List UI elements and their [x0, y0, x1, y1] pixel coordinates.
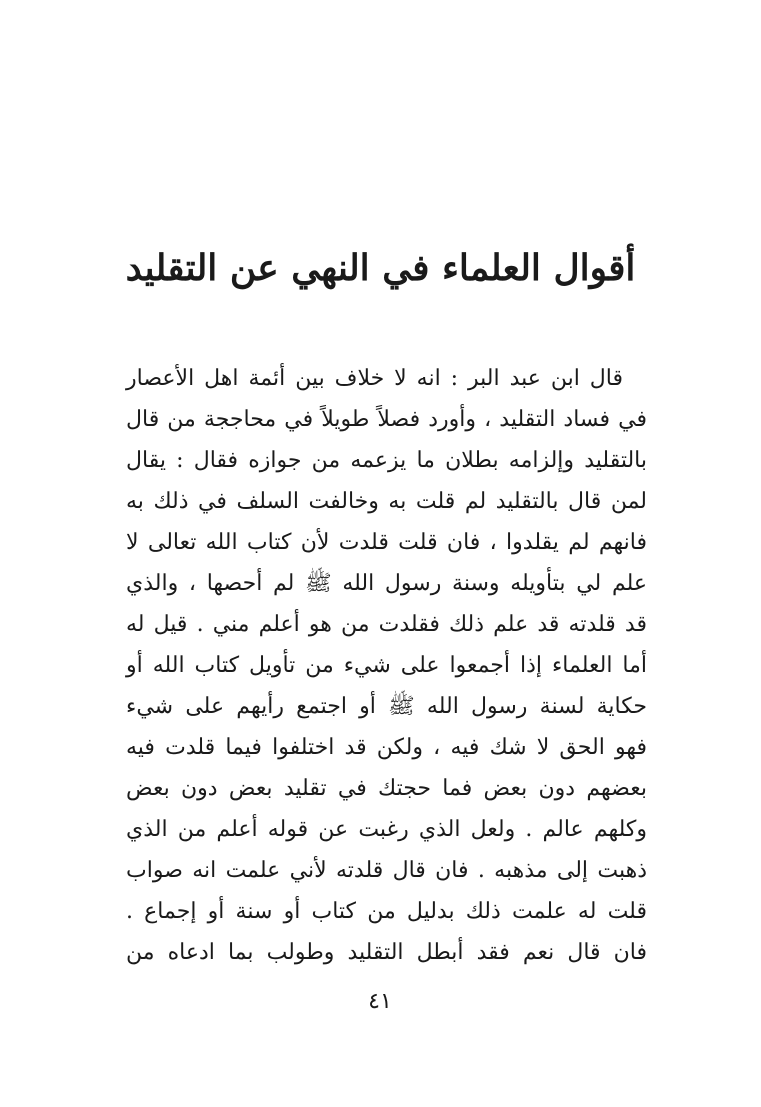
text-line: فان قال نعم فقد أبطل التقليد وطولب بما ادعاه من [126, 940, 647, 965]
text-line: لمن قال بالتقليد لم قلت به وخالفت السلف في ذلك به [126, 489, 647, 514]
text-line: قد قلدته قد علم ذلك فقلدت من هو أعلم مني . قيل له [126, 612, 647, 637]
text-line: ذهبت إلى مذهبه . فان قال قلدته لأني علمت انه صواب [126, 858, 647, 883]
text-line: وكلهم عالم . ولعل الذي رغبت عن قوله أعلم من الذي [126, 817, 647, 842]
text-line: قال ابن عبد البر : انه لا خلاف بين أئمة اهل الأعصار [126, 366, 623, 391]
text-line: علم لي بتأويله وسنة رسول الله ﷺ لم أحصها ، والذي [126, 571, 647, 596]
text-line: فانهم لم يقلدوا ، فان قلت قلدت لأن كتاب الله تعالى لا [126, 530, 647, 555]
body-text [126, 358, 647, 973]
chapter-title: أقوال العلماء في النهي عن التقليد [125, 247, 636, 289]
text-line: قلت له علمت ذلك بدليل من كتاب أو سنة أو إجماع . [126, 899, 647, 924]
text-line: حكاية لسنة رسول الله ﷺ أو اجتمع رأيهم على شيء [126, 694, 647, 719]
text-line: في فساد التقليد ، وأورد فصلاً طويلاً في محاججة من قال [126, 407, 647, 432]
text-line: بالتقليد وإلزامه بطلان ما يزعمه من جوازه فقال : يقال [126, 448, 647, 473]
page-number: ٤١ [368, 989, 392, 1014]
text-line: أما العلماء إذا أجمعوا على شيء من تأويل كتاب الله أو [126, 653, 647, 678]
text-line: بعضهم دون بعض فما حجتك في تقليد بعض دون بعض [126, 776, 647, 801]
text-line: فهو الحق لا شك فيه ، ولكن قد اختلفوا فيما قلدت فيه [126, 735, 647, 760]
